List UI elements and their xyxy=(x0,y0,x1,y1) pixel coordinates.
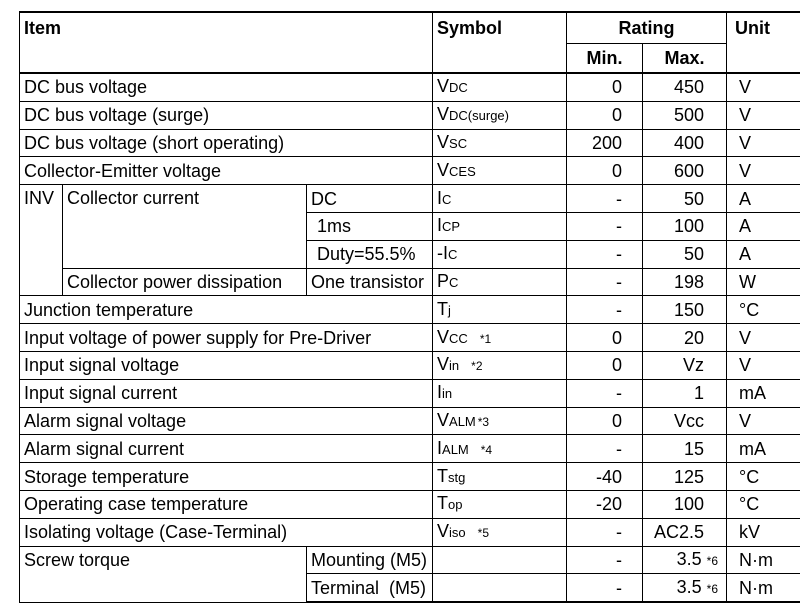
unit-value: A xyxy=(727,185,800,213)
min-value: - xyxy=(567,435,643,463)
max-value: 50 xyxy=(643,240,727,268)
unit-value: A xyxy=(727,212,800,240)
item-label: DC bus voltage (surge) xyxy=(20,101,433,129)
max-value: 3.5 *6 xyxy=(643,574,727,602)
min-value: 200 xyxy=(567,129,643,157)
item-label: Storage temperature xyxy=(20,463,433,491)
unit-value: V xyxy=(727,407,800,435)
min-value: 0 xyxy=(567,157,643,185)
symbol-cell: Top xyxy=(433,490,567,518)
min-value: - xyxy=(567,185,643,213)
table-row xyxy=(20,407,800,435)
max-value: 150 xyxy=(643,296,727,324)
min-value: -40 xyxy=(567,463,643,491)
max-value: 600 xyxy=(643,157,727,185)
table-row xyxy=(20,351,800,379)
min-value: - xyxy=(567,518,643,546)
max-value: AC2.5 xyxy=(643,518,727,546)
min-value: - xyxy=(567,379,643,407)
unit-value: N·m xyxy=(727,546,800,574)
footnote-ref: *3 xyxy=(477,414,490,429)
item-label: Alarm signal voltage xyxy=(20,407,433,435)
condition-label: Terminal (M5) xyxy=(307,574,433,602)
min-value: 0 xyxy=(567,351,643,379)
max-value: Vcc xyxy=(643,407,727,435)
unit-value: mA xyxy=(727,379,800,407)
max-value: 100 xyxy=(643,212,727,240)
symbol-cell: VCC *1 xyxy=(433,324,567,352)
item-label: DC bus voltage (short operating) xyxy=(20,129,433,157)
header-symbol: Symbol xyxy=(433,12,567,73)
max-value: 1 xyxy=(643,379,727,407)
symbol-cell: VSC xyxy=(433,129,567,157)
table-row xyxy=(20,463,800,491)
unit-value: N·m xyxy=(727,574,800,602)
header-min: Min. xyxy=(567,44,643,74)
item-label: Screw torque xyxy=(20,546,307,602)
table-row xyxy=(20,324,800,352)
table-row xyxy=(20,518,800,546)
symbol-cell: Tj xyxy=(433,296,567,324)
item-label: Collector-Emitter voltage xyxy=(20,157,433,185)
max-value: 125 xyxy=(643,463,727,491)
min-value: 0 xyxy=(567,73,643,101)
footnote-ref: *2 xyxy=(471,359,483,374)
table-row xyxy=(20,73,800,101)
item-label: Junction temperature xyxy=(20,296,433,324)
symbol-cell xyxy=(433,574,567,602)
footnote-ref: *6 xyxy=(706,553,719,568)
min-value: -20 xyxy=(567,490,643,518)
condition-label: Duty=55.5% xyxy=(307,240,433,268)
item-label: Input signal current xyxy=(20,379,433,407)
unit-value: V xyxy=(727,351,800,379)
footnote-ref: *5 xyxy=(477,526,489,541)
max-value: 100 xyxy=(643,490,727,518)
table-row xyxy=(20,296,800,324)
symbol-cell: VALM *3 xyxy=(433,407,567,435)
max-value: 198 xyxy=(643,268,727,296)
max-value: 20 xyxy=(643,324,727,352)
item-label: Input voltage of power supply for Pre-Driver xyxy=(20,324,433,352)
unit-value: kV xyxy=(727,518,800,546)
symbol-cell: VDC xyxy=(433,73,567,101)
group-label-inv: INV xyxy=(20,185,63,296)
item-label: Collector current xyxy=(63,185,307,268)
min-value: - xyxy=(567,296,643,324)
unit-value: V xyxy=(727,73,800,101)
max-value: 50 xyxy=(643,185,727,213)
min-value: - xyxy=(567,546,643,574)
item-label: Input signal voltage xyxy=(20,351,433,379)
max-value: Vz xyxy=(643,351,727,379)
max-value: 500 xyxy=(643,101,727,129)
max-value: 400 xyxy=(643,129,727,157)
header-rating: Rating xyxy=(567,12,727,44)
unit-value: V xyxy=(727,101,800,129)
header-max: Max. xyxy=(643,44,727,74)
item-label: DC bus voltage xyxy=(20,73,433,101)
unit-value: °C xyxy=(727,490,800,518)
symbol-cell: -IC xyxy=(433,240,567,268)
min-value: - xyxy=(567,268,643,296)
item-label: Isolating voltage (Case-Terminal) xyxy=(20,518,433,546)
item-label: Alarm signal current xyxy=(20,435,433,463)
table-row xyxy=(20,129,800,157)
symbol-cell xyxy=(433,546,567,574)
condition-label: 1ms xyxy=(307,212,433,240)
footnote-ref: *4 xyxy=(480,442,493,457)
symbol-cell: VCES xyxy=(433,157,567,185)
unit-value: °C xyxy=(727,296,800,324)
header-row xyxy=(20,12,800,44)
min-value: 0 xyxy=(567,324,643,352)
absolute-maximum-ratings-table xyxy=(19,11,800,603)
unit-value: mA xyxy=(727,435,800,463)
symbol-cell: Viso *5 xyxy=(433,518,567,546)
min-value: 0 xyxy=(567,407,643,435)
unit-value: V xyxy=(727,129,800,157)
item-label: Operating case temperature xyxy=(20,490,433,518)
header-item: Item xyxy=(20,12,433,73)
symbol-cell: ICP xyxy=(433,212,567,240)
min-value: - xyxy=(567,240,643,268)
symbol-cell: VDC(surge) xyxy=(433,101,567,129)
condition-label: One transistor xyxy=(307,268,433,296)
min-value: 0 xyxy=(567,101,643,129)
table-row xyxy=(20,101,800,129)
symbol-cell: IC xyxy=(433,185,567,213)
footnote-ref: *6 xyxy=(706,581,719,596)
table-row xyxy=(20,435,800,463)
table-row xyxy=(20,268,800,296)
table-row xyxy=(20,185,800,213)
symbol-cell: Iin xyxy=(433,379,567,407)
condition-label: DC xyxy=(307,185,433,213)
symbol-cell: Tstg xyxy=(433,463,567,491)
table-row xyxy=(20,379,800,407)
table-row xyxy=(20,490,800,518)
min-value: - xyxy=(567,212,643,240)
max-value: 15 xyxy=(643,435,727,463)
max-value: 3.5 *6 xyxy=(643,546,727,574)
symbol-cell: PC xyxy=(433,268,567,296)
table-row xyxy=(20,546,800,574)
unit-value: W xyxy=(727,268,800,296)
item-label: Collector power dissipation xyxy=(63,268,307,296)
unit-value: °C xyxy=(727,463,800,491)
unit-value: A xyxy=(727,240,800,268)
unit-value: V xyxy=(727,324,800,352)
max-value: 450 xyxy=(643,73,727,101)
condition-label: Mounting (M5) xyxy=(307,546,433,574)
table-row xyxy=(20,157,800,185)
min-value: - xyxy=(567,574,643,602)
symbol-cell: Vin *2 xyxy=(433,351,567,379)
footnote-ref: *1 xyxy=(479,331,492,346)
header-unit: Unit xyxy=(727,12,800,73)
symbol-cell: IALM *4 xyxy=(433,435,567,463)
unit-value: V xyxy=(727,157,800,185)
